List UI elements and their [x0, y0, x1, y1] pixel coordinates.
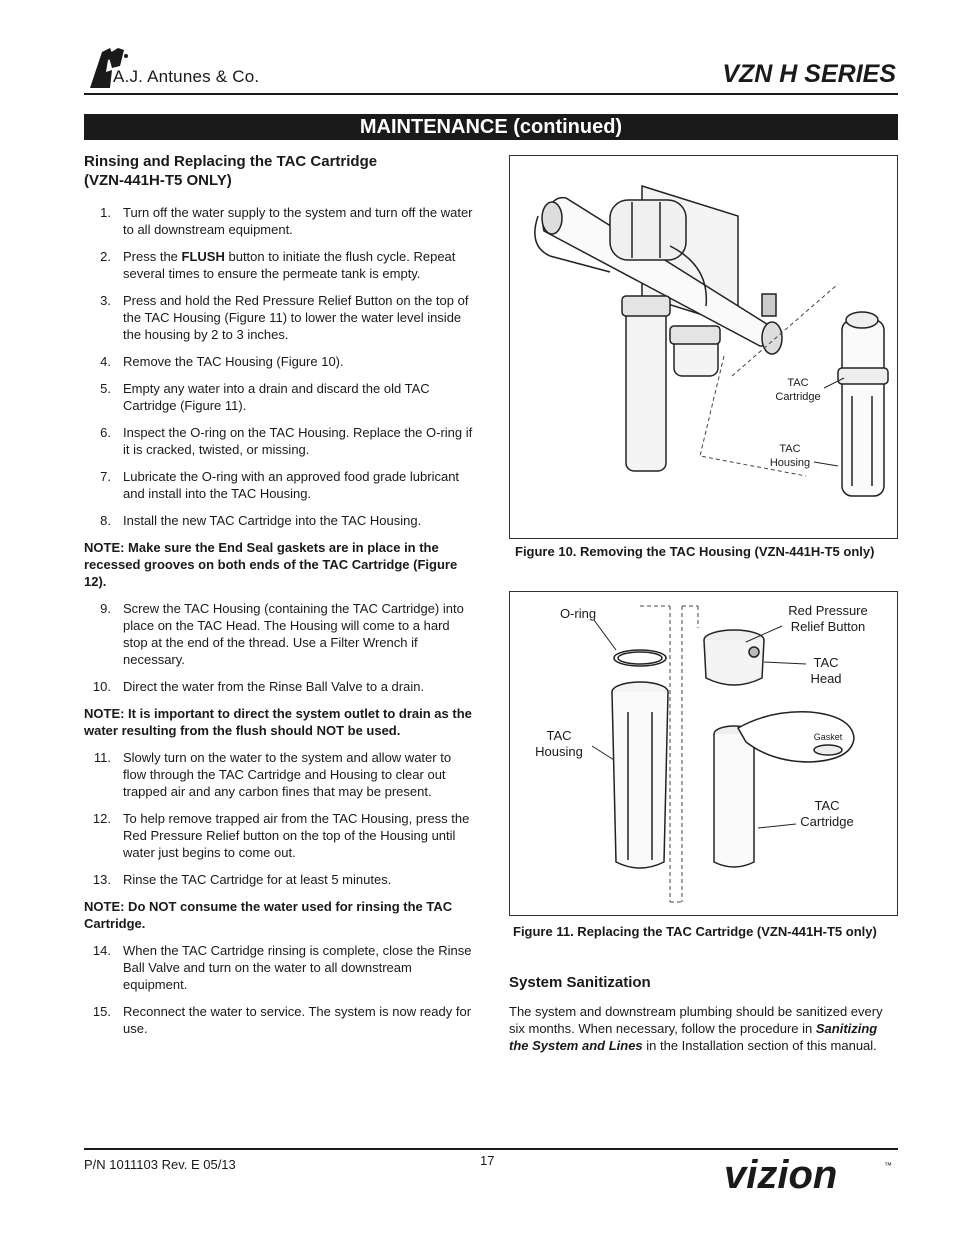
part-number: P/N 1011103 Rev. E 05/13: [84, 1157, 236, 1172]
step-item: 14. When the TAC Cartridge rinsing is complete, close the Rinse Ball Valve and turn on the water to all downstream equipment.: [92, 943, 472, 992]
label-red-pressure-relief: Red Pressure Relief Button: [788, 603, 868, 634]
flush-keyword: FLUSH: [181, 249, 225, 264]
sanitization-body: The system and downstream plumbing should be sanitized every six months. When necessary, follow the procedure in Sanitizing the System and Lines in the Installation section of this manual.: [509, 1004, 883, 1053]
vizion-logo: [724, 1154, 900, 1196]
company-name: A.J. Antunes & Co.: [113, 67, 260, 86]
note-do-not-consume: NOTE: Do NOT consume the water used for rinsing the TAC Cartridge.: [84, 899, 453, 931]
step-item: 9. Screw the TAC Housing (containing the TAC Cartridge) into place on the TAC Head. The Housing will come to a hard stop at the end of the thread. Use a Filter Wrench if necessary.: [100, 601, 464, 667]
procedure-heading-line2: (VZN-441H-T5 ONLY): [84, 172, 232, 189]
procedure-heading-line1: Rinsing and Replacing the TAC Cartridge: [84, 153, 378, 170]
step-item: 13. Rinse the TAC Cartridge for at least 5 minutes.: [92, 872, 392, 887]
sanitizing-reference: Sanitizing the System and Lines: [509, 1021, 878, 1053]
label-tac-cartridge: TAC Cartridge: [800, 798, 854, 829]
step-item: 11. Slowly turn on the water to the system and allow water to flow through the TAC Cartridge and Housing to clear out trapped air and any carbon fines that may be present.: [93, 750, 452, 799]
step-item: 15. Reconnect the water to service. The system is now ready for use.: [92, 1004, 472, 1036]
label-tac-housing: TAC Housing: [769, 443, 811, 469]
steps-list-c: [84, 749, 476, 888]
step-item: 12. To help remove trapped air from the TAC Housing, press the Red Pressure Relief button on the top of the Housing until water just begins to come out.: [92, 811, 470, 860]
series-title: VZN H SERIES: [722, 60, 896, 88]
figure-11: [509, 591, 898, 916]
footer-rule: [84, 1148, 898, 1150]
step-item: 7. Lubricate the O-ring with an approved food grade lubricant and install into the TAC Housing.: [100, 469, 460, 501]
step-item: 6. Inspect the O-ring on the TAC Housing. Replace the O-ring if it is cracked, twisted, or missing.: [100, 425, 473, 457]
label-tac-housing: TAC Housing: [535, 728, 583, 759]
procedure-heading: [84, 152, 476, 190]
figure-10-caption: Figure 10. Removing the TAC Housing (VZN-441H-T5 only): [515, 544, 875, 559]
label-tac-head: TAC Head: [810, 655, 842, 686]
step-item: 8. Install the new TAC Cartridge into the TAC Housing.: [100, 513, 422, 528]
note-drain: NOTE: It is important to direct the system outlet to drain as the water resulting from the flush should NOT be used.: [84, 706, 472, 738]
label-gasket: Gasket: [813, 732, 843, 742]
step-item: 3. Press and hold the Red Pressure Relief Button on the top of the TAC Housing (Figure 11) to lower the water level inside the housing by 2 to 3 inches.: [100, 293, 469, 342]
trademark-mark: ™: [884, 1161, 892, 1170]
system-illustration: [510, 156, 897, 538]
sanitization-heading: System Sanitization: [509, 974, 651, 991]
note-gaskets: NOTE: Make sure the End Seal gaskets are in place in the recessed grooves on both ends of the TAC Cartridge (Figure 12).: [84, 540, 458, 589]
page-number: 17: [480, 1153, 495, 1168]
step-item: 4. Remove the TAC Housing (Figure 10).: [100, 354, 344, 369]
instructions-column: [84, 152, 476, 1047]
steps-list-d: [84, 942, 476, 1037]
step-item: 10. Direct the water from the Rinse Ball Valve to a drain.: [92, 679, 425, 694]
step-item: 5. Empty any water into a drain and discard the old TAC Cartridge (Figure 11).: [100, 381, 430, 413]
label-tac-cartridge: TAC Cartridge: [775, 377, 821, 403]
figure-11-caption: Figure 11. Replacing the TAC Cartridge (VZN-441H-T5 only): [513, 924, 877, 939]
section-title: MAINTENANCE (continued): [84, 114, 898, 140]
step-item: 2. Press the FLUSH button to initiate the flush cycle. Repeat several times to ensure the permeate tank is empty.: [100, 249, 456, 281]
steps-list-b: [84, 600, 476, 695]
figure-10: [509, 155, 898, 539]
label-o-ring: O-ring: [559, 606, 597, 621]
header-rule: [84, 93, 898, 95]
step-item: 1. Turn off the water supply to the system and turn off the water to all downstream equipment.: [100, 205, 473, 237]
steps-list-a: [84, 204, 476, 529]
vizion-wordmark: vizion: [724, 1154, 838, 1196]
